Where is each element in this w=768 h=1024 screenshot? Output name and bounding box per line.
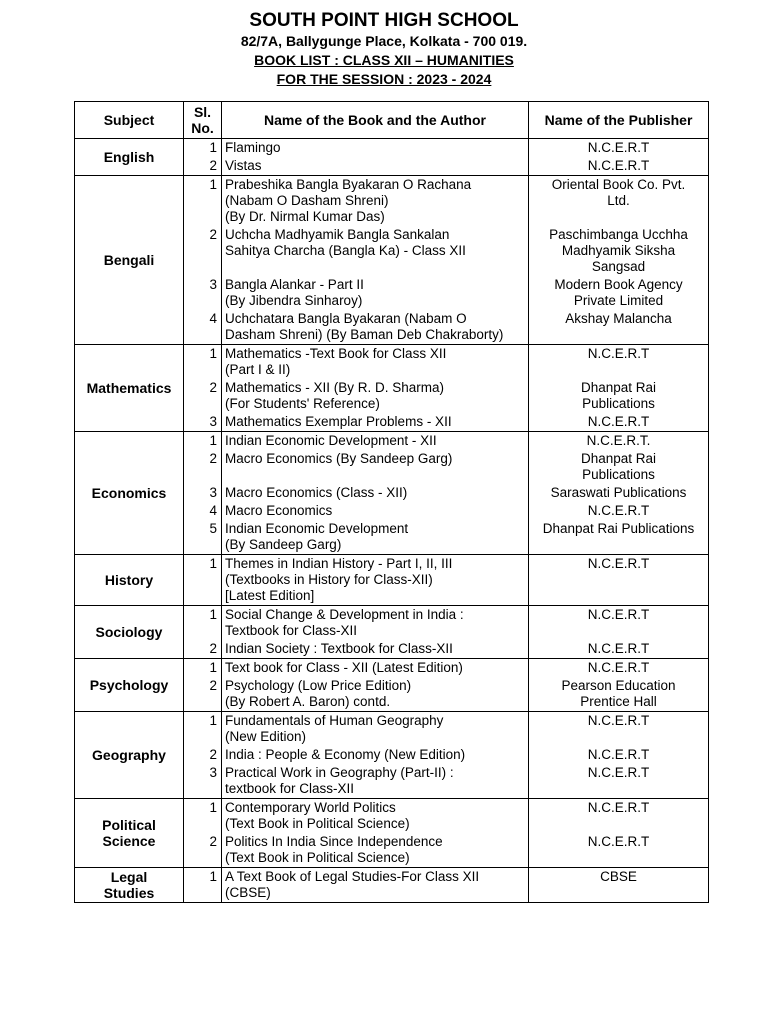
serial-number-cell: 1 — [184, 712, 222, 747]
subject-cell: Geography — [75, 712, 184, 799]
book-title-cell: Uchchatara Bangla Byakaran (Nabam O Dasham Shreni) (By Baman Deb Chakraborty) — [222, 310, 529, 345]
serial-number-cell: 2 — [184, 677, 222, 712]
subject-cell: Psychology — [75, 659, 184, 712]
book-title-cell: Psychology (Low Price Edition) (By Robert A. Baron) contd. — [222, 677, 529, 712]
table-row — [75, 712, 709, 747]
book-title-cell: Politics In India Since Independence (Text Book in Political Science) — [222, 833, 529, 868]
book-title-cell: Fundamentals of Human Geography (New Edition) — [222, 712, 529, 747]
table-row — [75, 555, 709, 606]
publisher-cell: N.C.E.R.T — [529, 712, 709, 747]
publisher-cell: Pearson Education Prentice Hall — [529, 677, 709, 712]
publisher-cell: N.C.E.R.T — [529, 799, 709, 834]
book-title-cell: Uchcha Madhyamik Bangla Sankalan Sahitya Charcha (Bangla Ka) - Class XII — [222, 226, 529, 276]
school-address: 82/7A, Ballygunge Place, Kolkata - 700 019. — [240, 33, 528, 49]
publisher-cell: Paschimbanga Ucchha Madhyamik Siksha Sangsad — [529, 226, 709, 276]
serial-number-cell: 4 — [184, 502, 222, 520]
book-title-cell: Mathematics - XII (By R. D. Sharma) (For Students' Reference) — [222, 379, 529, 413]
table-row — [75, 659, 709, 678]
serial-number-cell: 2 — [184, 640, 222, 659]
publisher-cell: N.C.E.R.T — [529, 606, 709, 641]
book-title-cell: Macro Economics (Class - XII) — [222, 484, 529, 502]
serial-number-cell: 1 — [184, 432, 222, 451]
serial-number-cell: 1 — [184, 799, 222, 834]
serial-number-cell: 1 — [184, 555, 222, 606]
serial-number-cell: 2 — [184, 379, 222, 413]
serial-number-cell: 2 — [184, 746, 222, 764]
serial-number-cell: 5 — [184, 520, 222, 555]
book-title-cell: Social Change & Development in India : Textbook for Class-XII — [222, 606, 529, 641]
serial-number-cell: 1 — [184, 868, 222, 903]
serial-number-cell: 3 — [184, 484, 222, 502]
publisher-cell: N.C.E.R.T — [529, 139, 709, 158]
subject-group — [75, 868, 709, 903]
table-row — [75, 139, 709, 158]
subject-cell: Political Science — [75, 799, 184, 868]
column-header-subject: Subject — [75, 102, 184, 139]
publisher-cell: Dhanpat Rai Publications — [529, 450, 709, 484]
publisher-cell: N.C.E.R.T — [529, 413, 709, 432]
serial-number-cell: 1 — [184, 176, 222, 227]
publisher-cell: Saraswati Publications — [529, 484, 709, 502]
table-row — [75, 606, 709, 641]
table-row — [75, 868, 709, 903]
book-title-cell: Vistas — [222, 157, 529, 176]
publisher-cell: N.C.E.R.T — [529, 345, 709, 380]
subject-cell: Bengali — [75, 176, 184, 345]
serial-number-cell: 2 — [184, 450, 222, 484]
book-title-cell: Indian Society : Textbook for Class-XII — [222, 640, 529, 659]
publisher-cell: Dhanpat Rai Publications — [529, 379, 709, 413]
serial-number-cell: 1 — [184, 659, 222, 678]
serial-number-cell: 2 — [184, 226, 222, 276]
publisher-cell: N.C.E.R.T — [529, 555, 709, 606]
serial-number-cell: 1 — [184, 139, 222, 158]
table-header-row — [75, 102, 709, 139]
book-title-cell: Indian Economic Development (By Sandeep Garg) — [222, 520, 529, 555]
publisher-cell: N.C.E.R.T — [529, 502, 709, 520]
book-title-cell: Flamingo — [222, 139, 529, 158]
session-title: FOR THE SESSION : 2023 - 2024 — [276, 71, 492, 87]
column-header-publisher: Name of the Publisher — [529, 102, 709, 139]
publisher-cell: N.C.E.R.T — [529, 659, 709, 678]
subject-group — [75, 712, 709, 799]
publisher-cell: N.C.E.R.T — [529, 833, 709, 868]
subject-group — [75, 659, 709, 712]
book-title-cell: A Text Book of Legal Studies-For Class XII (CBSE) — [222, 868, 529, 903]
book-title-cell: Contemporary World Politics (Text Book in Political Science) — [222, 799, 529, 834]
subject-cell: Legal Studies — [75, 868, 184, 903]
subject-group — [75, 139, 709, 176]
table-row — [75, 799, 709, 834]
subject-group — [75, 345, 709, 432]
subject-cell: History — [75, 555, 184, 606]
publisher-cell: N.C.E.R.T — [529, 157, 709, 176]
book-title-cell: Indian Economic Development - XII — [222, 432, 529, 451]
serial-number-cell: 1 — [184, 606, 222, 641]
table-row — [75, 176, 709, 227]
serial-number-cell: 3 — [184, 413, 222, 432]
book-title-cell: Text book for Class - XII (Latest Edition) — [222, 659, 529, 678]
subject-group — [75, 555, 709, 606]
subject-group — [75, 176, 709, 345]
publisher-cell: N.C.E.R.T — [529, 746, 709, 764]
publisher-cell: Modern Book Agency Private Limited — [529, 276, 709, 310]
school-name: SOUTH POINT HIGH SCHOOL — [249, 10, 519, 31]
subject-group — [75, 799, 709, 868]
publisher-cell: Oriental Book Co. Pvt. Ltd. — [529, 176, 709, 227]
book-title-cell: Mathematics Exemplar Problems - XII — [222, 413, 529, 432]
subject-group — [75, 606, 709, 659]
book-title-cell: Bangla Alankar - Part II (By Jibendra Sinharoy) — [222, 276, 529, 310]
subject-cell: Mathematics — [75, 345, 184, 432]
table-row — [75, 432, 709, 451]
publisher-cell: N.C.E.R.T — [529, 764, 709, 799]
book-title-cell: India : People & Economy (New Edition) — [222, 746, 529, 764]
subject-cell: Sociology — [75, 606, 184, 659]
serial-number-cell: 2 — [184, 157, 222, 176]
serial-number-cell: 1 — [184, 345, 222, 380]
subject-cell: Economics — [75, 432, 184, 555]
column-header-sl-no: Sl. No. — [184, 102, 222, 139]
book-title-cell: Prabeshika Bangla Byakaran O Rachana (Nabam O Dasham Shreni) (By Dr. Nirmal Kumar Das) — [222, 176, 529, 227]
publisher-cell: N.C.E.R.T. — [529, 432, 709, 451]
table-row — [75, 345, 709, 380]
book-title-cell: Mathematics -Text Book for Class XII (Part I & II) — [222, 345, 529, 380]
book-title-cell: Macro Economics (By Sandeep Garg) — [222, 450, 529, 484]
book-list-title: BOOK LIST : CLASS XII – HUMANITIES — [254, 52, 514, 68]
subject-group — [75, 432, 709, 555]
publisher-cell: Dhanpat Rai Publications — [529, 520, 709, 555]
publisher-cell: Akshay Malancha — [529, 310, 709, 345]
serial-number-cell: 3 — [184, 764, 222, 799]
book-title-cell: Themes in Indian History - Part I, II, III (Textbooks in History for Class-XII) [Latest Edition] — [222, 555, 529, 606]
serial-number-cell: 3 — [184, 276, 222, 310]
document-header — [0, 0, 768, 89]
book-title-cell: Macro Economics — [222, 502, 529, 520]
book-list-table — [74, 101, 709, 903]
subject-cell: English — [75, 139, 184, 176]
book-title-cell: Practical Work in Geography (Part-II) : textbook for Class-XII — [222, 764, 529, 799]
serial-number-cell: 4 — [184, 310, 222, 345]
publisher-cell: N.C.E.R.T — [529, 640, 709, 659]
column-header-book: Name of the Book and the Author — [222, 102, 529, 139]
serial-number-cell: 2 — [184, 833, 222, 868]
publisher-cell: CBSE — [529, 868, 709, 903]
